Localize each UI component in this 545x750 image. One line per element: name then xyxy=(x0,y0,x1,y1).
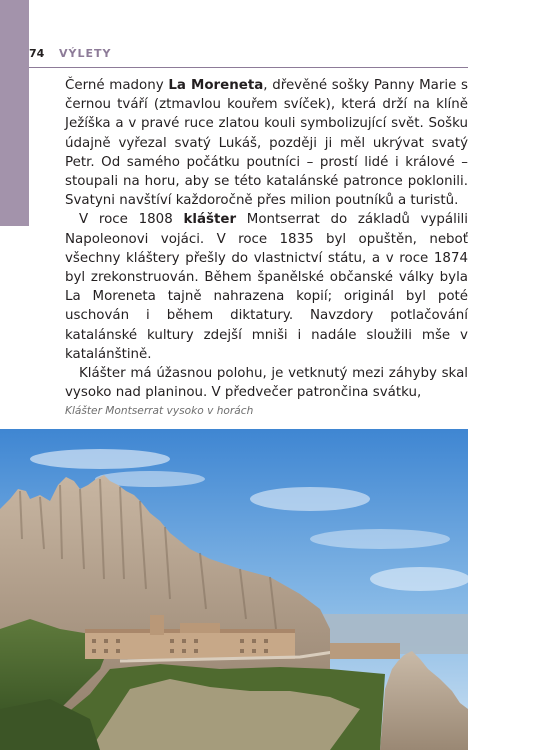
page-number: 74 xyxy=(29,46,45,60)
paragraph-2 xyxy=(65,210,468,364)
paragraph-1 xyxy=(65,76,468,210)
page-header xyxy=(29,40,468,66)
paragraph-3 xyxy=(65,364,468,402)
text: Klášter má úžasnou polohu, je vetknutý mezi záhyby skal vysoko nad planinou. V předvečer patrončina svátku, xyxy=(65,366,468,401)
text: Černé madony xyxy=(65,78,169,93)
bold-term-klaster: klášter xyxy=(183,212,237,228)
bold-term-la-moreneta: La Moreneta xyxy=(168,78,264,93)
text: V roce 1808 xyxy=(79,212,184,228)
photo-caption: Klášter Montserrat vysoko v horách xyxy=(65,405,254,417)
montserrat-monastery-photo xyxy=(0,429,468,750)
chapter-color-tab xyxy=(0,0,29,226)
text: Montserrat do základů vypálili Napoleonovi vojáci. V roce 1835 byl opuštěn, neboť všechny kláštery přešly do vlastnictví státu, a v roce 1874 byl zrekonstruován. Během španělské občanské války byla La Moreneta tajně nahrazena kopií; originál byl poté uschován i během diktatury. Navzdory potlačování katalánské kultury zdejší mniši i nadále sloužili mše v katalánštině. xyxy=(65,212,468,362)
header-divider xyxy=(29,67,468,68)
article-body xyxy=(65,76,468,402)
text: , dřevěné sošky Panny Marie s černou tváří (ztmavlou kouřem svíček), která drží na klíně Ježíška a v pravé ruce zlatou kouli symbolizující svět. Sošku údajně vyřezal svatý Lukáš, později ji měl ukrývat svatý Petr. Od samého počátku poutníci – prostí lidé i králové – stoupali na horu, aby se této katalánské patronce poklonili. Svatyni navštíví každoročně přes milion poutníků a turistů. xyxy=(65,78,468,209)
section-title: VÝLETY xyxy=(59,46,112,60)
